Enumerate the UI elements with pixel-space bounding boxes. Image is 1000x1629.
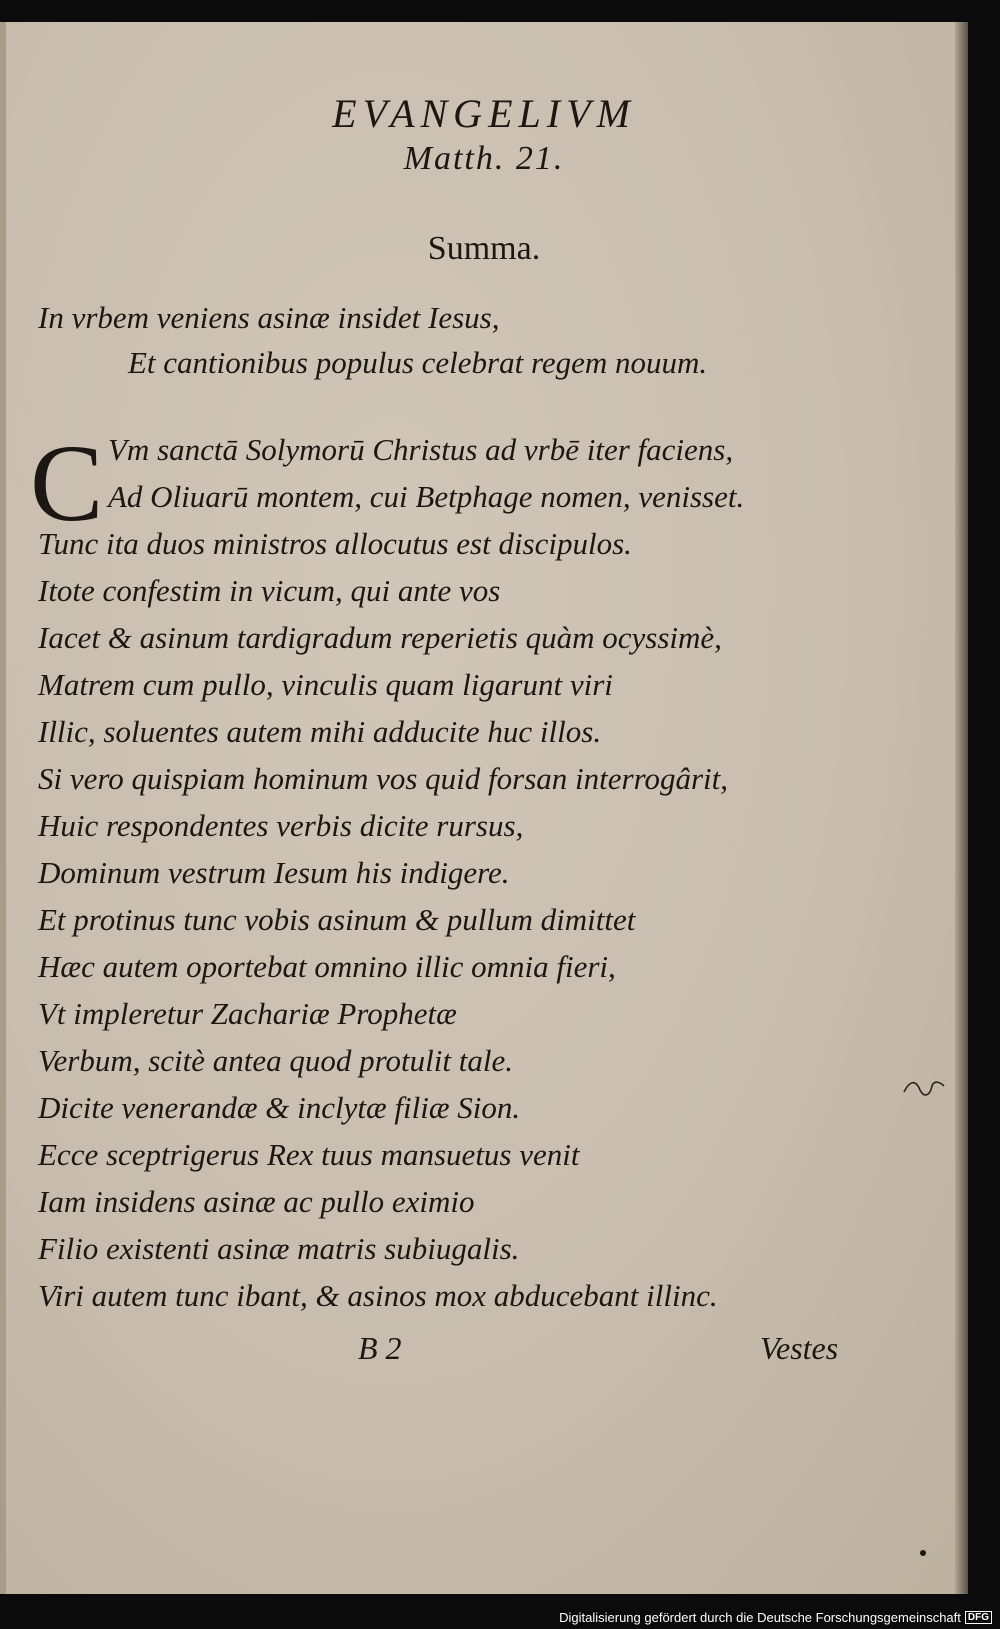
poem-line: Illic, soluentes autem mihi adducite huc illos.	[38, 714, 602, 749]
poem-line: Dominum vestrum Iesum his indigere.	[38, 855, 510, 890]
pen-mark-icon	[902, 1078, 946, 1098]
signature-mark: B 2	[358, 1330, 402, 1366]
catchword: Vestes	[760, 1330, 839, 1366]
poem-line: Viri autem tunc ibant, & asinos mox abducebant illinc.	[38, 1278, 718, 1313]
poem-line: Itote confestim in vicum, qui ante vos	[38, 573, 501, 608]
poem-line: Matrem cum pullo, vinculis quam ligarunt viri	[38, 667, 613, 702]
drop-initial: C	[30, 422, 104, 544]
ink-dot	[920, 1550, 926, 1556]
poem-line: Ad Oliuarū montem, cui Betphage nomen, venisset.	[108, 479, 745, 514]
credit-text: Digitalisierung gefördert durch die Deutsche Forschungsgemeinschaft	[559, 1610, 961, 1625]
poem-line: Dicite venerandæ & inclytæ filiæ Sion.	[38, 1090, 521, 1125]
poem-line: Vt impleretur Zachariæ Prophetæ	[38, 996, 457, 1031]
poem-line: Iacet & asinum tardigradum reperietis quàm ocyssimè,	[38, 620, 722, 655]
poem-line: Filio existenti asinæ matris subiugalis.	[38, 1231, 520, 1266]
poem-line: Vm sanctā Solymorū Christus ad vrbē iter faciens,	[108, 432, 734, 467]
summa-line-1: In vrbem veniens asinæ insidet Iesus,	[38, 300, 500, 335]
page-title: EVANGELIVM	[332, 91, 636, 136]
poem-line: Hæc autem oportebat omnino illic omnia fieri,	[38, 949, 616, 984]
poem-line: Si vero quispiam hominum vos quid forsan interrogârit,	[38, 761, 729, 796]
summa-line-2: Et cantionibus populus celebrat regem nouum.	[128, 345, 708, 380]
poem-line: Iam insidens asinæ ac pullo eximio	[38, 1184, 475, 1219]
poem-line: Verbum, scitè antea quod protulit tale.	[38, 1043, 513, 1078]
poem-line: Tunc ita duos ministros allocutus est discipulos.	[38, 526, 632, 561]
poem-line: Huic respondentes verbis dicite rursus,	[38, 808, 524, 843]
dfg-logo: DFG	[965, 1611, 992, 1624]
poem-line: Ecce sceptrigerus Rex tuus mansuetus venit	[38, 1137, 580, 1172]
digitization-credit	[559, 1610, 992, 1625]
scripture-reference: Matth. 21.	[403, 140, 565, 177]
summa-heading: Summa.	[427, 230, 541, 267]
poem-line: Et protinus tunc vobis asinum & pullum dimittet	[38, 902, 636, 937]
poem-body	[38, 426, 938, 1319]
